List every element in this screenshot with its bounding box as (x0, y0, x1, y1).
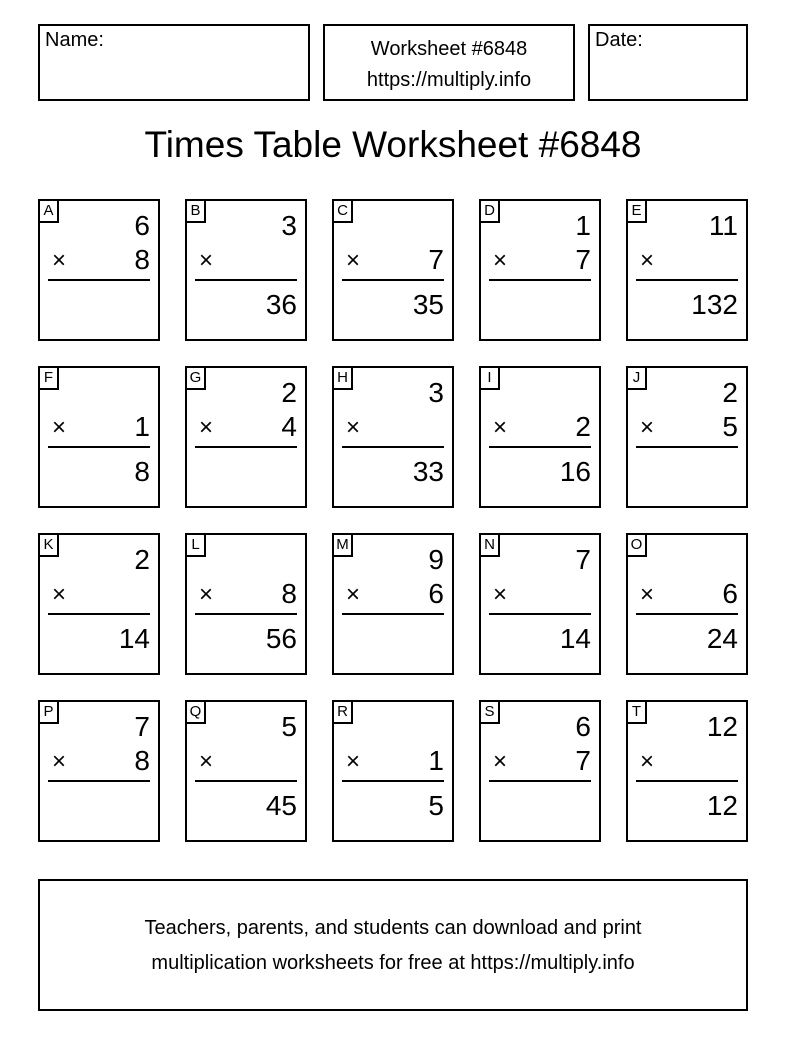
product-value[interactable]: 16 (559, 456, 591, 487)
times-symbol: × (199, 414, 214, 441)
bottom-factor[interactable]: 5 (722, 411, 738, 442)
answer-line (489, 446, 591, 448)
answer-line (489, 279, 591, 281)
times-symbol: × (493, 414, 508, 441)
worksheet-url: https://multiply.info (366, 69, 532, 91)
answer-line (48, 279, 150, 281)
problem-card (185, 700, 307, 842)
problem-card (479, 199, 601, 341)
footer-line-2: multiplication worksheets for free at https://multiply.info (151, 952, 635, 974)
bottom-factor[interactable]: 2 (575, 411, 591, 442)
bottom-factor[interactable]: 7 (575, 244, 591, 275)
problem-card (626, 199, 748, 341)
answer-line (342, 446, 444, 448)
top-factor[interactable]: 3 (428, 377, 444, 408)
answer-line (195, 279, 297, 281)
times-symbol: × (640, 581, 655, 608)
times-symbol: × (493, 748, 508, 775)
problem-card (185, 199, 307, 341)
bottom-factor[interactable]: 6 (428, 578, 444, 609)
problem-letter: F (40, 368, 59, 390)
problem-card (626, 366, 748, 508)
problem-card (479, 533, 601, 675)
top-factor[interactable]: 9 (428, 544, 444, 575)
times-symbol: × (640, 414, 655, 441)
times-symbol: × (52, 414, 67, 441)
product-value[interactable]: 5 (428, 790, 444, 821)
problem-letter: O (628, 535, 647, 557)
name-field-box[interactable] (38, 24, 310, 101)
times-symbol: × (493, 581, 508, 608)
problem-card (626, 700, 748, 842)
problem-card (332, 700, 454, 842)
problem-card (38, 366, 160, 508)
product-value[interactable]: 35 (412, 289, 444, 320)
answer-line (636, 279, 738, 281)
times-symbol: × (640, 247, 655, 274)
problem-card (38, 700, 160, 842)
answer-line (48, 780, 150, 782)
answer-line (342, 780, 444, 782)
times-symbol: × (640, 748, 655, 775)
problem-card (38, 533, 160, 675)
bottom-factor[interactable]: 1 (428, 745, 444, 776)
product-value[interactable]: 45 (265, 790, 297, 821)
product-value[interactable]: 132 (691, 289, 738, 320)
problem-letter: M (334, 535, 353, 557)
times-symbol: × (199, 247, 214, 274)
times-symbol: × (52, 581, 67, 608)
problem-letter: R (334, 702, 353, 724)
times-symbol: × (52, 247, 67, 274)
problem-letter: Q (187, 702, 206, 724)
answer-line (489, 613, 591, 615)
date-field-box[interactable] (588, 24, 748, 101)
product-value[interactable]: 24 (706, 623, 738, 654)
bottom-factor[interactable]: 8 (281, 578, 297, 609)
times-symbol: × (199, 748, 214, 775)
times-symbol: × (493, 247, 508, 274)
date-label: Date: (595, 29, 643, 51)
answer-line (342, 613, 444, 615)
answer-line (342, 279, 444, 281)
answer-line (48, 446, 150, 448)
problem-grid (38, 199, 748, 841)
problem-card (626, 533, 748, 675)
times-symbol: × (199, 581, 214, 608)
top-factor[interactable]: 12 (706, 711, 738, 742)
problem-letter: G (187, 368, 206, 390)
top-factor[interactable]: 5 (281, 711, 297, 742)
top-factor[interactable]: 2 (134, 544, 150, 575)
product-value[interactable]: 12 (706, 790, 738, 821)
problem-letter: S (481, 702, 500, 724)
product-value[interactable]: 36 (265, 289, 297, 320)
product-value[interactable]: 14 (559, 623, 591, 654)
top-factor[interactable]: 11 (708, 210, 738, 241)
answer-line (195, 613, 297, 615)
product-value[interactable]: 8 (134, 456, 150, 487)
footer-note (38, 879, 748, 1011)
problem-card (38, 199, 160, 341)
name-label: Name: (45, 29, 104, 51)
top-factor[interactable]: 7 (575, 544, 591, 575)
problem-card (185, 533, 307, 675)
product-value[interactable]: 33 (412, 456, 444, 487)
top-factor[interactable]: 1 (575, 210, 591, 241)
answer-line (195, 446, 297, 448)
times-symbol: × (346, 247, 361, 274)
problem-letter: K (40, 535, 59, 557)
times-symbol: × (346, 748, 361, 775)
problem-letter: B (187, 201, 206, 223)
answer-line (636, 780, 738, 782)
top-factor[interactable]: 3 (281, 210, 297, 241)
problem-letter: P (40, 702, 59, 724)
worksheet-id-box (323, 24, 575, 101)
times-symbol: × (52, 748, 67, 775)
bottom-factor[interactable]: 1 (134, 411, 150, 442)
problem-card (332, 366, 454, 508)
problem-letter: E (628, 201, 647, 223)
product-value[interactable]: 56 (265, 623, 297, 654)
problem-letter: A (40, 201, 59, 223)
bottom-factor[interactable]: 7 (428, 244, 444, 275)
top-factor[interactable]: 7 (134, 711, 150, 742)
answer-line (489, 780, 591, 782)
bottom-factor[interactable]: 8 (134, 244, 150, 275)
top-factor[interactable]: 6 (134, 210, 150, 241)
problem-card (185, 366, 307, 508)
problem-letter: J (628, 368, 647, 390)
top-factor[interactable]: 2 (281, 377, 297, 408)
problem-card (332, 533, 454, 675)
bottom-factor[interactable]: 4 (281, 411, 297, 442)
top-factor[interactable]: 6 (575, 711, 591, 742)
footer-line-1: Teachers, parents, and students can download and print (144, 917, 642, 939)
problem-letter: H (334, 368, 353, 390)
problem-letter: D (481, 201, 500, 223)
worksheet-number: Worksheet #6848 (370, 38, 528, 60)
problem-letter: I (481, 368, 500, 390)
times-symbol: × (346, 581, 361, 608)
problem-letter: T (628, 702, 647, 724)
problem-letter: N (481, 535, 500, 557)
bottom-factor[interactable]: 6 (722, 578, 738, 609)
times-symbol: × (346, 414, 361, 441)
top-factor[interactable]: 2 (722, 377, 738, 408)
problem-card (479, 700, 601, 842)
answer-line (195, 780, 297, 782)
answer-line (48, 613, 150, 615)
problem-card (332, 199, 454, 341)
answer-line (636, 613, 738, 615)
bottom-factor[interactable]: 7 (575, 745, 591, 776)
page-title: Times Table Worksheet #6848 (144, 124, 642, 165)
product-value[interactable]: 14 (118, 623, 150, 654)
answer-line (636, 446, 738, 448)
problem-card (479, 366, 601, 508)
problem-letter: C (334, 201, 353, 223)
problem-letter: L (187, 535, 206, 557)
bottom-factor[interactable]: 8 (134, 745, 150, 776)
